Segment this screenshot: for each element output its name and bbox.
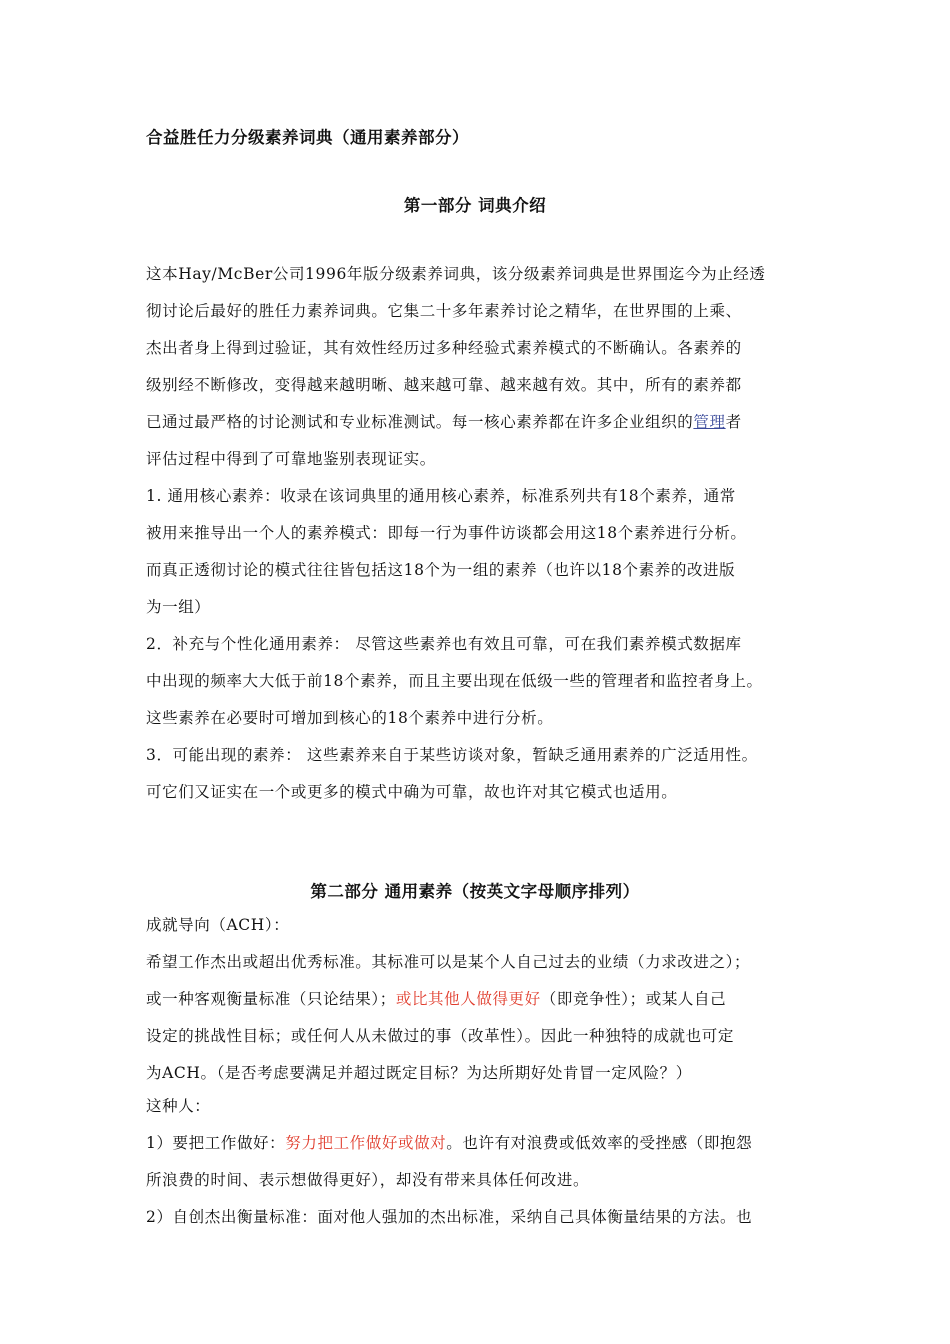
- paragraph-text: 者: [725, 413, 742, 431]
- highlighted-text: 努力把工作做好或做对: [285, 1134, 447, 1152]
- paragraph-line: 杰出者身上得到过验证，其有效性经历过多种经验式素养模式的不断确认。各素养的: [146, 339, 742, 357]
- paragraph-line: 级别经不断修改，变得越来越明晰、越来越可靠、越来越有效。其中，所有的素养都: [146, 376, 742, 394]
- list-item-2-line: 中出现的频率大大低于前18个素养，而且主要出现在低级一些的管理者和监控者身上。: [146, 672, 763, 690]
- document-title: 合益胜任力分级素养词典（通用素养部分）: [146, 128, 469, 147]
- competency-label: 成就导向（ACH）：: [146, 916, 290, 934]
- paragraph-text: 。也许有对浪费或低效率的受挫感（即抱怨: [446, 1134, 753, 1152]
- paragraph-line: 希望工作杰出或超出优秀标准。其标准可以是某个人自己过去的业绩（力求改进之）；: [146, 953, 751, 971]
- paragraph-line: [146, 1133, 752, 1153]
- paragraph-line: [146, 412, 742, 432]
- paragraph-line: 评估过程中得到了可靠地鉴别表现证实。: [146, 450, 436, 468]
- paragraph-line: 这本Hay/McBer公司1996年版分级素养词典，该分级素养词典是世界围迄今为止经透: [146, 265, 766, 283]
- paragraph-line: [146, 989, 726, 1009]
- list-item-1-line: 1. 通用核心素养：收录在该词典里的通用核心素养，标准系列共有18个素养，通常: [146, 487, 736, 505]
- highlighted-text: 或比其他人做得更好: [395, 990, 541, 1008]
- paragraph-text: 1）要把工作做好：: [146, 1134, 286, 1152]
- paragraph-text: 已通过最严格的讨论测试和专业标准测试。每一核心素养都在许多企业组织的: [146, 413, 694, 431]
- paragraph-line: 所浪费的时间、表示想做得更好），却没有带来具体任何改进。: [146, 1171, 590, 1189]
- paragraph-text: （即竞争性）；或某人自己: [540, 990, 727, 1008]
- list-item-3-line: 可它们又证实在一个或更多的模式中确为可靠，故也许对其它模式也适用。: [146, 783, 678, 801]
- paragraph-line: 设定的挑战性目标；或任何人从未做过的事（改革性）。因此一种独特的成就也可定: [146, 1027, 734, 1045]
- list-item-1-line: 而真正透彻讨论的模式往往皆包括这18个为一组的素养（也许以18个素养的改进版: [146, 561, 736, 579]
- list-item-2-line: 这些素养在必要时可增加到核心的18个素养中进行分析。: [146, 709, 554, 727]
- management-link[interactable]: 管理: [693, 413, 726, 431]
- list-item-1-line: 被用来推导出一个人的素养模式：即每一行为事件访谈都会用这18个素养进行分析。: [146, 524, 747, 542]
- paragraph-line: 彻讨论后最好的胜任力素养词典。它集二十多年素养讨论之精华，在世界围的上乘、: [146, 302, 742, 320]
- list-item-1-line: 为一组）: [146, 598, 211, 616]
- paragraph-text: 或一种客观衡量标准（只论结果）；: [146, 990, 396, 1008]
- paragraph-line: 这种人：: [146, 1097, 211, 1115]
- list-item-3-line: 3．可能出现的素养： 这些素养来自于某些访谈对象，暂缺乏通用素养的广泛适用性。: [146, 746, 758, 764]
- paragraph-line: 2）自创杰出衡量标准：面对他人强加的杰出标准，采纳自己具体衡量结果的方法。也: [146, 1208, 753, 1226]
- part1-heading: 第一部分 词典介绍: [403, 196, 547, 215]
- paragraph-line: 为ACH。（是否考虑要满足并超过既定目标？为达所期好处肯冒一定风险？）: [146, 1064, 692, 1082]
- list-item-2-line: 2．补充与个性化通用素养： 尽管这些素养也有效且可靠，可在我们素养模式数据库: [146, 635, 742, 653]
- part2-heading: 第二部分 通用素养（按英文字母顺序排列）: [310, 882, 640, 901]
